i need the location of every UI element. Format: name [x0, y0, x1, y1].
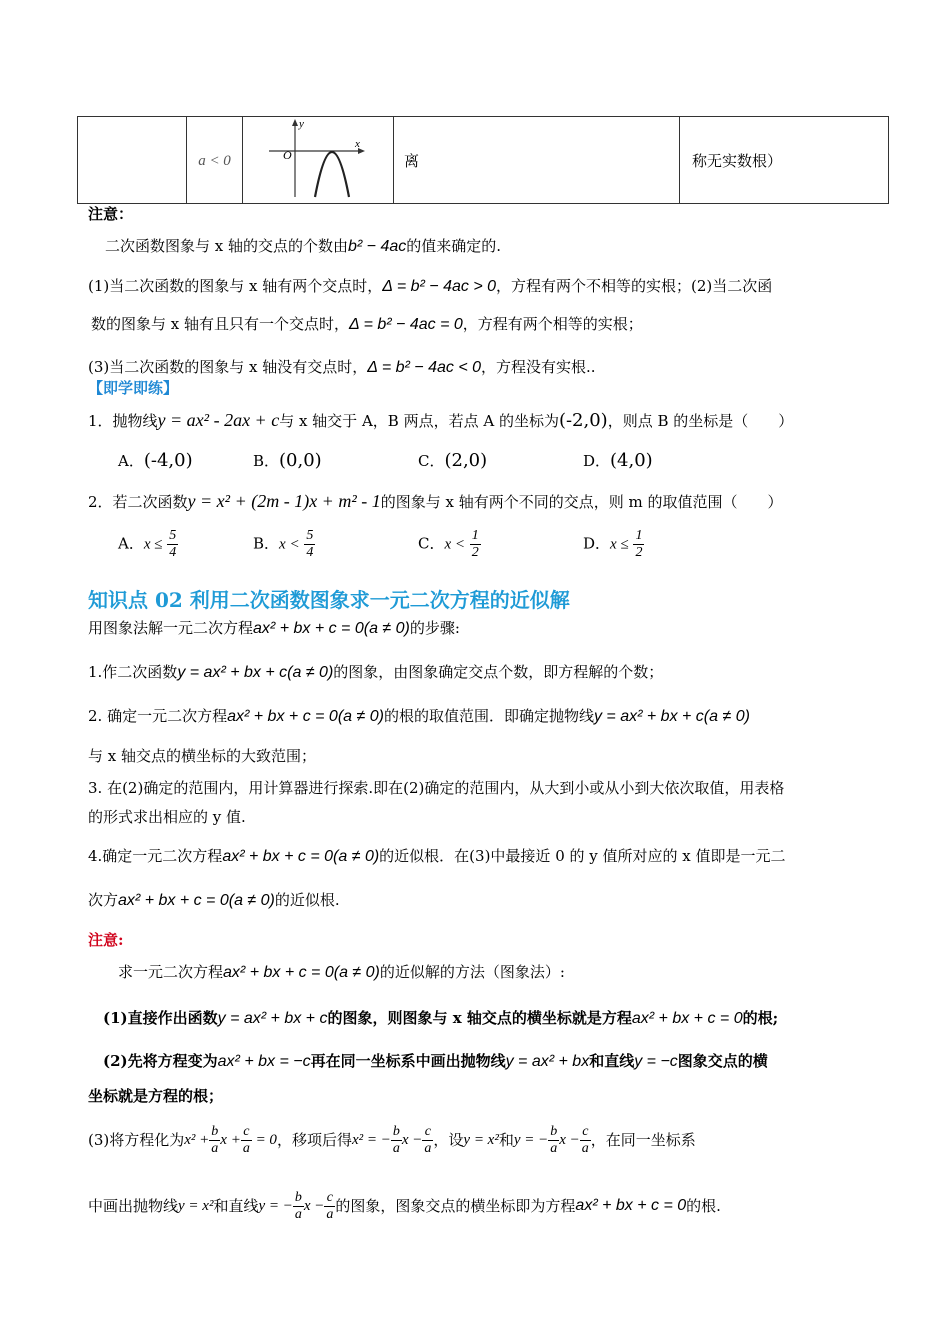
q1-option-d[interactable]: D．(4,0)	[583, 450, 653, 471]
q2-option-a[interactable]: A．x ≤ $\frac{5}{4}$	[118, 528, 177, 560]
step-1: 1.作二次函数y = ax² + bx + c(a ≠ 0)的图象，由图象确定交点个数，即方程解的个数；	[88, 663, 664, 681]
note-intro: 二次函数图象与 x 轴的交点的个数由b² − 4ac的值来确定的.	[105, 237, 502, 255]
table-cell-empty	[78, 117, 187, 204]
step-2: 2. 确定一元二次方程ax² + bx + c = 0(a ≠ 0)的根的取值范围．即确定抛物线y = ax² + bx + c(a ≠ 0)	[88, 707, 750, 725]
method-1: (1)直接作出函数y = ax² + bx + c的图象，则图象与 x 轴交点的横坐标就是方程ax² + bx + c = 0的根;	[103, 1009, 779, 1027]
y-axis-label: y	[299, 118, 304, 130]
q1-option-b[interactable]: B．(0,0)	[253, 450, 322, 471]
note2-title: 注意:	[88, 931, 124, 949]
table-cell-roots: 称无实数根）	[680, 117, 889, 204]
question-1: 1．抛物线y = ax² - 2ax + c与 x 轴交于 A，B 两点，若点 A 的坐标为(-2,0)，则点 B 的坐标是（ ）	[88, 410, 794, 431]
note-line-3: (3)当二次函数的图象与 x 轴没有交点时，Δ = b² − 4ac < 0，方程没有实根..	[88, 358, 596, 376]
parabola-curve	[315, 152, 349, 197]
q2-option-d[interactable]: D．x ≤ $\frac{1}{2}$	[583, 528, 643, 560]
note-line-2: 数的图象与 x 轴有且只有一个交点时，Δ = b² − 4ac = 0，方程有两个相等的实根；	[91, 315, 643, 333]
method-3: (3)将方程化为 x² + $\frac{b}{a}$ x + $\frac{c}{a}$ = 0 ，移项后得 x² = − $\frac{b}{a}$ x − $\frac{c}{a}$ ，设 y = x² 和 y = − $\frac{b}{a}$ x − $\frac{c}{a}$ ，在同一坐标系	[88, 1123, 696, 1156]
step-4-cont: 次方ax² + bx + c = 0(a ≠ 0)的近似根.	[88, 891, 340, 909]
q1-option-c[interactable]: C．(2,0)	[418, 450, 488, 471]
step-2-cont: 与 x 轴交点的横坐标的大致范围；	[88, 747, 316, 765]
step-4: 4.确定一元二次方程ax² + bx + c = 0(a ≠ 0)的近似根．在(3)中最接近 0 的 y 值所对应的 x 值即是一元二	[88, 847, 786, 865]
parabola-graph	[243, 117, 393, 199]
q1-option-a[interactable]: A．(-4,0)	[118, 450, 193, 471]
table-cell-graph	[243, 117, 394, 204]
section-intro: 用图象法解一元二次方程ax² + bx + c = 0(a ≠ 0)的步骤:	[88, 619, 460, 637]
section-heading: 知识点 02 利用二次函数图象求一元二次方程的近似解	[88, 588, 570, 612]
note2-intro: 求一元二次方程ax² + bx + c = 0(a ≠ 0)的近似解的方法（图象法）:	[118, 963, 565, 981]
q2-option-b[interactable]: B．x < $\frac{5}{4}$	[253, 528, 314, 560]
question-2: 2．若二次函数y = x² + (2m - 1)x + m² - 1的图象与 x 轴有两个不同的交点，则 m 的取值范围（ ）	[88, 491, 783, 511]
q2-option-c[interactable]: C．x < $\frac{1}{2}$	[418, 528, 479, 560]
table-row	[78, 117, 889, 204]
table-cell-condition: a < 0	[187, 117, 243, 204]
step-3: 3. 在(2)确定的范围内，用计算器进行探索.即在(2)确定的范围内，从大到小或从小到大依次取值，用表格	[88, 779, 785, 797]
method-2: (2)先将方程变为ax² + bx = −c再在同一坐标系中画出抛物线y = ax² + bx和直线y = −c图象交点的横	[103, 1052, 768, 1070]
x-axis-label: x	[355, 138, 360, 150]
y-axis-arrow	[292, 119, 298, 126]
origin-label: O	[283, 148, 292, 162]
method-3-cont: 中画出抛物线 y = x² 和直线 y = − $\frac{b}{a}$ x − $\frac{c}{a}$ 的图象，图象交点的横坐标即为方程 ax² + bx + c = 0 的根.	[88, 1189, 721, 1222]
practice-title: 【即学即练】	[88, 379, 179, 397]
method-2-cont: 坐标就是方程的根；	[88, 1087, 224, 1105]
step-3-cont: 的形式求出相应的 y 值.	[88, 808, 246, 826]
note-title: 注意：	[88, 205, 134, 223]
roots-table	[77, 116, 889, 204]
note-line-1: (1)当二次函数的图象与 x 轴有两个交点时，Δ = b² − 4ac > 0，方程有两个不相等的实根；(2)当二次函	[88, 277, 773, 295]
table-cell-intersection: 离	[394, 117, 680, 204]
